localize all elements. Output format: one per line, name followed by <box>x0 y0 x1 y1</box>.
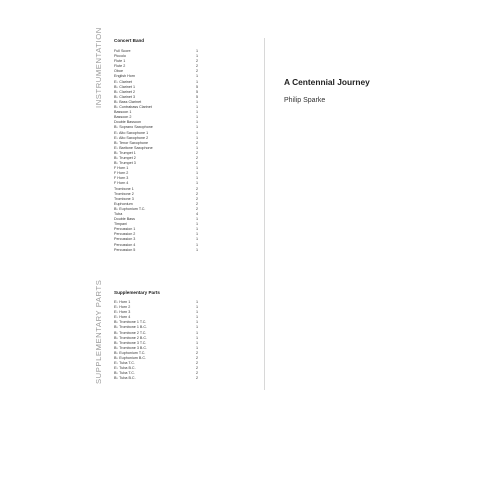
part-name: E♭ Alto Saxophone 1 <box>114 130 149 135</box>
part-quantity: 1 <box>195 247 198 252</box>
part-quantity: 1 <box>195 166 198 171</box>
part-name: B♭ Trombone 1 B.C. <box>114 325 148 330</box>
part-quantity: 2 <box>195 350 198 355</box>
part-name: E♭ Horn 3 <box>114 310 131 315</box>
part-name: B♭ Euphonium T.C. <box>114 206 146 211</box>
part-name: Percussion 5 <box>114 247 136 252</box>
part-quantity: 1 <box>195 237 198 242</box>
part-quantity: 1 <box>195 325 198 330</box>
part-quantity: 1 <box>195 79 198 84</box>
part-quantity: 5 <box>195 84 198 89</box>
part-quantity: 1 <box>195 227 198 232</box>
part-quantity: 2 <box>195 361 198 366</box>
part-quantity: 2 <box>195 191 198 196</box>
part-name: E♭ Horn 1 <box>114 300 131 304</box>
part-name: E♭ Baritone Saxophone <box>114 145 153 150</box>
part-quantity: 2 <box>195 206 198 211</box>
part-name: B♭ Trumpet 3 <box>114 161 136 166</box>
part-quantity: 2 <box>195 155 198 160</box>
part-name: Trombone 1 <box>114 186 134 191</box>
part-name: B♭ Trombone 3 T.C. <box>114 340 147 345</box>
part-quantity: 1 <box>195 125 198 130</box>
part-name: B♭ Euphonium T.C. <box>114 350 146 355</box>
part-quantity: 2 <box>195 186 198 191</box>
composer-name: Philip Sparke <box>284 97 326 104</box>
part-name: B♭ Tenor Saxophone <box>114 140 149 145</box>
part-name: E♭ Tuba T.C. <box>114 361 135 366</box>
part-name: B♭ Trombone 2 B.C. <box>114 335 148 340</box>
part-quantity: 2 <box>195 376 198 381</box>
supplementary-side-label: SUPPLEMENTARY PARTS <box>94 279 103 384</box>
part-quantity: 1 <box>195 130 198 135</box>
part-quantity: 1 <box>195 105 198 110</box>
part-name: Oboe <box>114 69 124 74</box>
concert-band-parts-list <box>114 49 198 253</box>
part-name: E♭ Tuba B.C. <box>114 366 136 371</box>
part-quantity: 1 <box>195 310 198 315</box>
part-name: B♭ Contrabass Clarinet <box>114 105 152 110</box>
part-name: Flute 1 <box>114 59 126 64</box>
part-name: Percussion 1 <box>114 227 136 232</box>
part-row <box>114 376 198 381</box>
column-divider <box>264 38 265 390</box>
part-quantity: 2 <box>195 64 198 69</box>
supplementary-parts-heading: Supplementary Parts <box>114 290 160 295</box>
part-name: Piccolo <box>114 54 126 59</box>
part-name: B♭ Clarinet 3 <box>114 94 136 99</box>
part-quantity: 1 <box>195 110 198 115</box>
part-name: Tuba <box>114 212 123 216</box>
part-quantity: 1 <box>195 74 198 79</box>
piece-title: A Centennial Journey <box>284 77 370 87</box>
part-quantity: 1 <box>195 222 198 227</box>
part-name: B♭ Trombone 1 T.C. <box>114 320 147 325</box>
part-name: B♭ Soprano Saxophone <box>114 125 153 130</box>
part-quantity: 2 <box>195 161 198 166</box>
part-name: B♭ Tuba B.C. <box>114 376 136 381</box>
part-quantity: 2 <box>195 196 198 201</box>
part-quantity: 1 <box>195 340 198 345</box>
part-quantity: 2 <box>195 59 198 64</box>
part-name: Percussion 3 <box>114 237 136 242</box>
part-name: F Horn 1 <box>114 166 129 171</box>
part-name: Double Bass <box>114 217 135 222</box>
part-name: Trombone 2 <box>114 191 134 196</box>
part-quantity: 1 <box>195 232 198 237</box>
part-quantity: 1 <box>195 217 198 222</box>
part-quantity: 1 <box>195 49 198 53</box>
concert-band-heading: Concert Band <box>114 38 145 43</box>
supplementary-parts-list <box>114 300 198 382</box>
part-name: F Horn 3 <box>114 176 129 181</box>
part-name: Trombone 3 <box>114 196 134 201</box>
part-quantity: 1 <box>195 145 198 150</box>
part-quantity: 1 <box>195 335 198 340</box>
part-name: Euphonium <box>114 201 133 206</box>
part-name: B♭ Trumpet 2 <box>114 155 136 160</box>
part-name: B♭ Tuba T.C. <box>114 371 135 376</box>
part-quantity: 4 <box>195 212 198 216</box>
part-name: E♭ Alto Saxophone 2 <box>114 135 149 140</box>
part-name: English Horn <box>114 74 136 79</box>
part-quantity: 2 <box>195 356 198 361</box>
part-quantity: 1 <box>195 345 198 350</box>
part-name: Percussion 4 <box>114 242 136 247</box>
part-quantity: 1 <box>195 135 198 140</box>
part-quantity: 2 <box>195 69 198 74</box>
part-quantity: 1 <box>195 242 198 247</box>
part-name: Flute 2 <box>114 64 126 69</box>
part-name: E♭ Horn 4 <box>114 315 131 320</box>
part-quantity: 1 <box>195 99 198 104</box>
part-name: Double Bassoon <box>114 120 142 125</box>
part-name: B♭ Bass Clarinet <box>114 99 142 104</box>
part-quantity: 1 <box>195 54 198 59</box>
part-quantity: 5 <box>195 89 198 94</box>
part-name: B♭ Trumpet 1 <box>114 150 136 155</box>
part-quantity: 2 <box>195 140 198 145</box>
part-quantity: 5 <box>195 94 198 99</box>
part-name: F Horn 2 <box>114 171 129 176</box>
part-quantity: 1 <box>195 171 198 176</box>
part-quantity: 1 <box>195 176 198 181</box>
part-name: Bassoon 1 <box>114 110 132 115</box>
part-name: B♭ Clarinet 1 <box>114 84 136 89</box>
part-name: Timpani <box>114 222 127 227</box>
part-name: F Horn 4 <box>114 181 129 186</box>
part-quantity: 2 <box>195 150 198 155</box>
part-quantity: 1 <box>195 315 198 320</box>
part-name: B♭ Euphonium B.C. <box>114 356 147 361</box>
part-name: Full Score <box>114 49 131 53</box>
part-name: B♭ Clarinet 2 <box>114 89 136 94</box>
part-row <box>114 248 198 253</box>
part-name: B♭ Trombone 2 T.C. <box>114 330 147 335</box>
part-quantity: 1 <box>195 305 198 310</box>
part-quantity: 2 <box>195 201 198 206</box>
part-quantity: 1 <box>195 115 198 120</box>
part-name: Percussion 2 <box>114 232 136 237</box>
part-name: B♭ Trombone 3 B.C. <box>114 345 148 350</box>
part-name: Bassoon 2 <box>114 115 132 120</box>
part-quantity: 1 <box>195 181 198 186</box>
part-quantity: 1 <box>195 330 198 335</box>
part-name: E♭ Horn 2 <box>114 305 131 310</box>
part-name: E♭ Clarinet <box>114 79 132 84</box>
part-quantity: 1 <box>195 120 198 125</box>
part-quantity: 2 <box>195 366 198 371</box>
part-quantity: 1 <box>195 320 198 325</box>
part-quantity: 1 <box>195 300 198 304</box>
part-quantity: 2 <box>195 371 198 376</box>
instrumentation-side-label: INSTRUMENTATION <box>94 27 103 108</box>
